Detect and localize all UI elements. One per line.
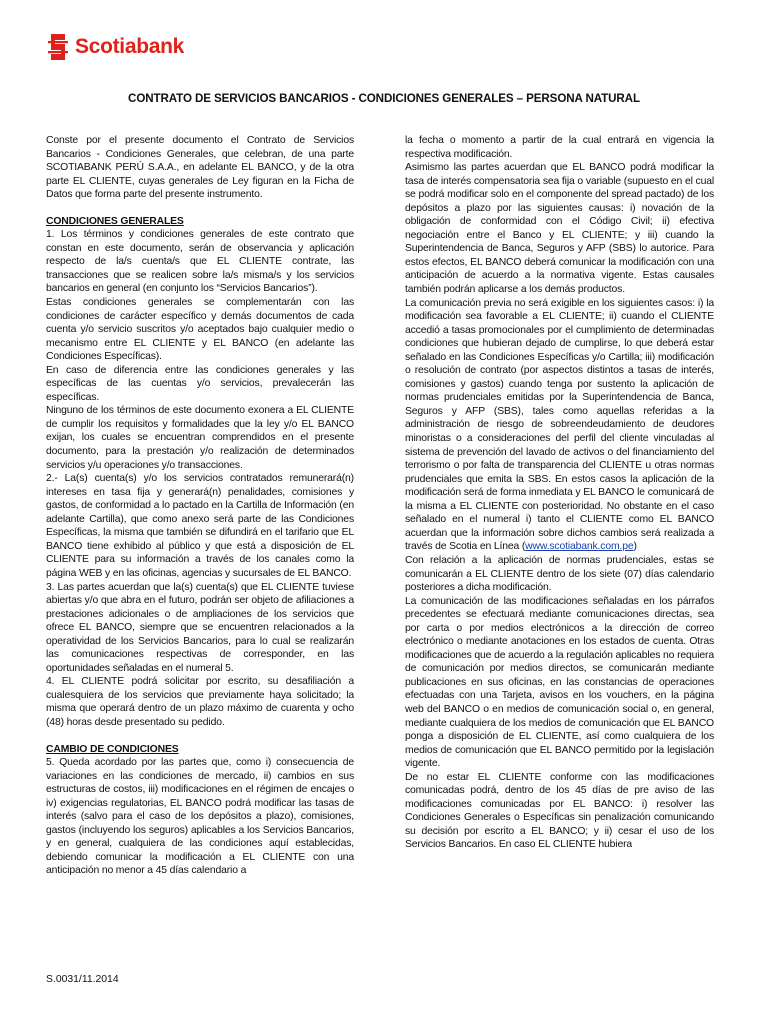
clause-1-difference: En caso de diferencia entre las condiciones generales y las específicas de las cuentas y/o servicios, prevalecerán las específicas.	[46, 364, 354, 403]
left-column	[46, 134, 354, 878]
clause-5-continuation: la fecha o momento a partir de la cual entrará en vigencia la respectiva modificación.	[405, 135, 714, 160]
client-disagreement-paragraph: De no estar EL CLIENTE conforme con las modificaciones comunicadas podrá, dentro de los 45 días de pre aviso de las modificaciones comunicadas por EL BANCO: i) resolver las Condiciones Generales o Específicas sin penalización comunicando su decisión por escrito a EL BANCO; y ii) cesar el uso de los Servicios Bancarios. En caso EL CLIENTE hubiera	[405, 771, 714, 851]
intro-paragraph: Conste por el presente documento el Contrato de Servicios Bancarios - Condiciones Generales, que celebran, de una parte SCOTIABANK PERÚ S.A.A., en adelante EL BANCO, y de la otra parte EL CLIENTE, cuyas generales de Ley figuran en la Ficha de Datos que forma parte del presente instrumento.	[46, 135, 354, 201]
interest-modification-paragraph: Asimismo las partes acuerdan que EL BANCO podrá modificar la tasa de interés compensatoria sea fija o variable (supuesto en el cual se podrá modificar solo en el componente del spread pactado) de los depósitos a plazo por las siguientes causas: i) novación de la obligación de conformidad con el Código Civil; ii) efectiva negociación entre el Banco y EL CLIENTE; y iii) cuando la Superintendencia de Banca, Seguros y AFP (SBS) lo autorice. Para estos efectos, EL BANCO deberá comunicar la modificación con una anticipación de acuerdo a la normativa vigente. Estas causales también podrán aplicarse a los demás productos.	[405, 162, 714, 296]
brand-logo	[47, 32, 184, 62]
clause-5: 5. Queda acordado por las partes que, como i) consecuencia de variaciones en las condiciones de mercado, ii) cambios en sus estructuras de costos, iii) modificaciones en el régimen de encajes o iv) exigencias regulatorias, EL BANCO podrá modificar las tasas de interés (salvo para el caso de los depósitos a plazo), comisiones, gastos (incluyendo los seguros) aplicables a los Servicios Bancarios, y en general, cualquiera de las condiciones aquí establecidas, debiendo comunicar la modificación a EL CLIENTE con una anticipación no menor a 45 días calendario a	[46, 757, 354, 877]
footer-document-code: S.0031/11.2014	[46, 974, 119, 985]
clause-1-exoneration: Ninguno de los términos de este documento exonera a EL CLIENTE de cumplir los requisitos y formalidades que la ley y/o EL BANCO exijan, los cuales se encuentran comprendidos en el presente documento, para la prestación y/o realización de determinados servicios y/u operaciones y/o transacciones.	[46, 405, 354, 471]
clause-1: 1. Los términos y condiciones generales de este contrato que constan en este documento, serán de observancia y aplicación respecto de la/s cuenta/s que EL CLIENTE contrate, las transacciones que se realicen sobre la/s misma/s y los servicios bancarios en general (en conjunto los “Servicios Bancarios”).	[46, 229, 354, 295]
right-column	[405, 134, 714, 852]
prior-notice-text-end: )	[633, 541, 637, 553]
clause-2: 2.- La(s) cuenta(s) y/o los servicios contratados remunerará(n) intereses en tasa fija y generará(n) penalidades, comisiones y gastos, de conformidad a lo pactado en la Cartilla de Información (en adelante Cartilla), que como anexo será parte de las Condiciones Específicas, la misma que también se difundirá en el tarifario que EL BANCO tiene exhibido al público y que está a disposición de EL CLIENTE para su información a través de los canales como la página WEB y en las oficinas, agencias y sucursales de EL BANCO.	[46, 473, 354, 579]
clause-1-complement: Estas condiciones generales se complementarán con las condiciones de carácter específico y demás documentos de cada cuenta y/o servicio suscritos y/o aceptados bajo cualquier medio o mecanismo entre EL CLIENTE y EL BANCO (en adelante las Condiciones Específicas).	[46, 297, 354, 363]
section-heading-cambio-de-condiciones: CAMBIO DE CONDICIONES	[46, 743, 179, 755]
scotiabank-s-logo-icon	[47, 32, 69, 62]
brand-name: Scotiabank	[75, 35, 185, 58]
scotiabank-website-link[interactable]: www.scotiabank.com.pe	[525, 541, 634, 553]
prior-notice-exceptions-paragraph	[405, 297, 714, 554]
clause-3: 3. Las partes acuerdan que la(s) cuenta(s) que EL CLIENTE tuviese abiertas y/o que abra en el futuro, podrán ser objeto de afiliaciones a prestaciones adicionales o de ampliaciones de los servicios que ofrece EL BANCO, siempre que se encuentren relacionados a la operatividad de los Servicios Bancarios, para lo cual se realizarán las comunicaciones respectivas de corresponder, en las oportunidades señaladas en el numeral 5.	[46, 581, 354, 674]
prudential-norms-paragraph: Con relación a la aplicación de normas prudenciales, estas se comunicarán a EL CLIENTE dentro de los siete (07) días calendario posteriores a dicha modificación.	[405, 554, 714, 594]
communication-paragraph: La comunicación de las modificaciones señaladas en los párrafos precedentes se efectuará mediante comunicaciones directas, sea por carta o por medios electrónicos a la dirección de correo electrónico o mediante anotaciones en los estados de cuenta. Otras modificaciones que de acuerdo a la regulación aplicables no requiera de comunicación por medios directos, se comunicarán mediante publicaciones en sus oficinas, en las constancias de operaciones efectuadas con una Tarjeta, avisos en los vouchers, en la página web del BANCO o en medios de comunicación social o, en general, mediante cualquiera de los medios de comunicación que EL BANCO ponga a disposición de EL CLIENTE, así como cualquiera de los medios de comunicación que EL BANCO permitido por la legislación vigente.	[405, 595, 714, 770]
clause-4: 4. EL CLIENTE podrá solicitar por escrito, su desafiliación a cualesquiera de los servicios que previamente haya solicitado; la misma que operará dentro de un plazo máximo de cuarenta y ocho (48) horas desde presentado su pedido.	[46, 676, 354, 728]
prior-notice-text: La comunicación previa no será exigible en los siguientes casos: i) la modificación sea favorable a EL CLIENTE; ii) cuando el CLIENTE accedió a tasas promocionales por el cumplimiento de determinadas condiciones que hubieran dejado de cumplirse, lo que deberá estar señalado en las Condiciones Específicas y/o Cartilla; iii) modificación o resolución de contrato (por aspectos distintos a tasas de interés, comisiones y gastos) cuando tenga por sustento la aplicación de normas prudenciales emitidas por la Superintendencia de Banca, Seguros y AFP (SBS), tales como aquellas referidas a la administración de riesgo de sobreendeudamiento de deudores minoristas o a consideraciones del perfil del cliente vinculadas al sistema de prevención del lavado de activos o del financiamiento del terrorismo o por falta de transparencia del CLIENTE u otras normas prudenciales que emita la SBS. En estos casos la aplicación de la modificación será de forma inmediata y EL BANCO le comunicará de la misma a EL CLIENTE con posterioridad. No obstante en el caso señalado en el numeral i) tanto el CLIENTE como EL BANCO acuerdan que la información sobre dichos cambios será realizada a través de Scotia en Línea (	[405, 297, 714, 553]
document-title: CONTRATO DE SERVICIOS BANCARIOS - CONDICIONES GENERALES – PERSONA NATURAL	[128, 92, 640, 105]
section-heading-condiciones-generales: CONDICIONES GENERALES	[46, 215, 184, 227]
